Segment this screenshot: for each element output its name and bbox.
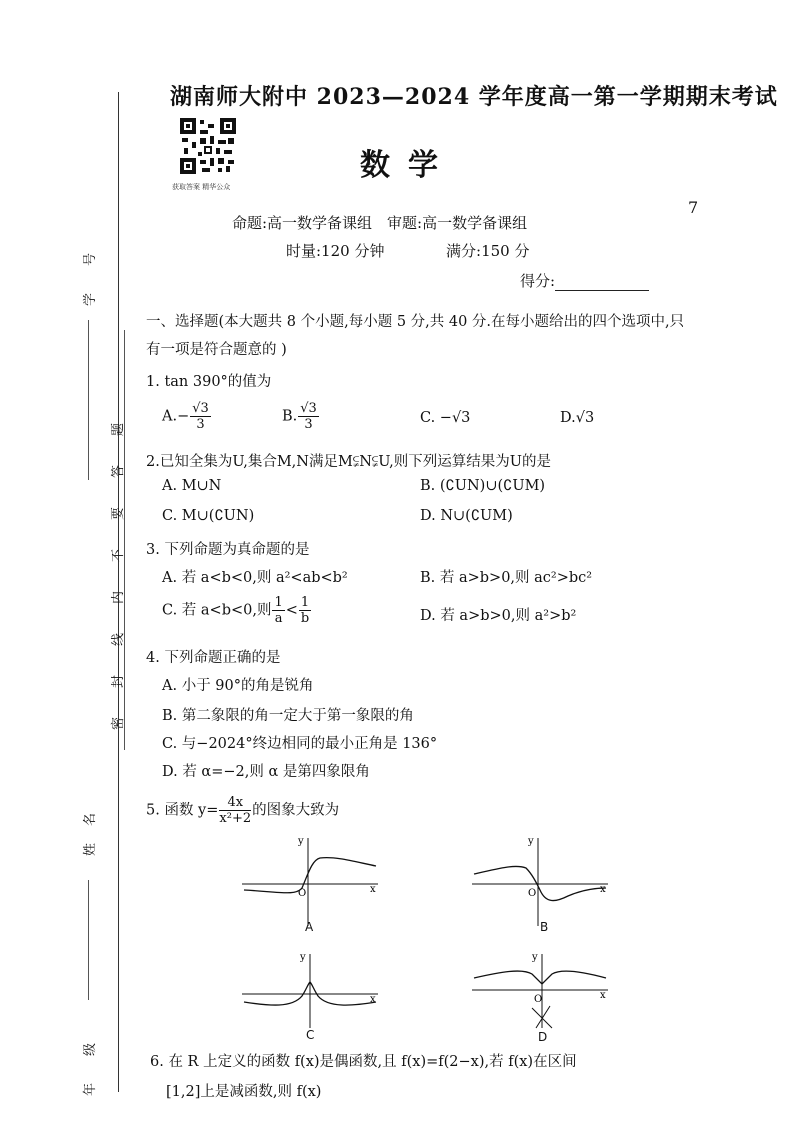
svg-text:y: y [528,836,534,847]
q3-option-c: C. 若 a<b<0,则 $\frac{1}{a}$ < $\frac{1}{b}$ [162,595,310,626]
margin-char: 封 [111,674,127,689]
q3-option-a: A. 若 a<b<0,则 a²<ab<b² [162,570,348,586]
student-label: 学 [83,292,99,307]
student-label: 号 [83,252,99,267]
score-blank[interactable] [555,276,649,291]
name-fill-line [88,880,89,1000]
q1-option-b: B. $\frac{√3}{3}$ [282,401,317,432]
margin-char: 线 [111,632,127,647]
q4-option-d: D. 若 α=−2,则 α 是第四象限角 [162,764,370,780]
q2-option-b: B. (∁UN)∪(∁UM) [420,478,546,494]
margin-char: 密 [111,716,127,731]
x-axis-label: x [370,884,376,895]
q5-label-a: A [305,920,314,934]
q4-stem: 4. 下列命题正确的是 [146,650,281,666]
full-score: 满分:150 分 [446,242,530,260]
section-heading: 一、选择题(本大题共 8 个小题,每小题 5 分,共 40 分.在每小题给出的四个选项中,只有一项是符合题意的 ) [146,314,685,358]
margin-char: 不 [111,548,127,563]
q4-option-c: C. 与−2024°终边相同的最小正角是 136° [162,736,438,752]
svg-text:y: y [532,952,538,963]
q3-stem: 3. 下列命题为真命题的是 [146,542,310,558]
q4-option-b: B. 第二象限的角一定大于第一象限的角 [162,708,414,724]
q1-option-c: C. −√3 [420,410,471,426]
svg-text:y: y [300,952,306,963]
q2-option-c: C. M∪(∁UN) [162,508,255,524]
origin-label: O [298,888,307,899]
margin-char: 内 [111,590,127,605]
student-label: 年 [83,1082,99,1097]
svg-text:x: x [370,994,376,1005]
svg-text:x: x [600,990,606,1001]
subject-title: 数学 [360,148,456,183]
q2-option-a: A. M∪N [162,478,222,494]
q5-graph-a [240,830,385,930]
score-field[interactable] [520,270,649,291]
q1-stem: 1. tan 390°的值为 [146,374,272,390]
qr-caption: 获取答案 精华公众 [172,183,231,191]
exam-title: 湖南师大附中 2023—2024 学年度高一第一学期期末考试 [170,84,778,110]
qr-code-icon [180,118,236,174]
margin-char: 题 [111,422,127,437]
time-score-line [286,240,529,261]
q5-label-d: D [538,1030,548,1044]
student-label: 名 [83,812,99,827]
q2-stem: 2.已知全集为U,集合M,N满足M⫋N⫋U,则下列运算结果为U的是 [146,454,551,470]
margin-char: 要 [111,506,127,521]
exam-time: 时量:120 分钟 [286,242,385,260]
q1-option-d: D.√3 [560,410,595,426]
q5-graph-d [470,950,615,1030]
q3-option-b: B. 若 a>b>0,则 ac²>bc² [420,570,593,586]
setters-line: 命题:高一数学备课组 审题:高一数学备课组 [232,214,528,232]
svg-text:O: O [528,888,537,899]
q2-option-d: D. N∪(∁UM) [420,508,513,524]
student-label: 级 [83,1042,99,1057]
y-axis-label: y [298,836,304,847]
q3-option-d: D. 若 a>b>0,则 a²>b² [420,608,577,624]
q6-stem-line2: [1,2]上是减函数,则 f(x) [166,1084,322,1100]
page-number: 7 [688,198,699,217]
svg-text:O: O [534,994,543,1005]
q5-label-c: C [306,1028,315,1042]
margin-char: 答 [111,464,127,479]
q5-label-b: B [540,920,549,934]
student-label: 姓 [83,842,99,857]
q5-stem: 5. 函数 y= $\frac{4x}{\text{x²+2}}$ 的图象大致为 [146,795,340,826]
id-fill-line [88,320,89,480]
q6-stem-line1: 6. 在 R 上定义的函数 f(x)是偶函数,且 f(x)=f(2−x),若 f(x)在区间 [150,1054,577,1070]
q4-option-a: A. 小于 90°的角是锐角 [162,678,314,694]
q5-graph-b [470,830,615,930]
score-label: 得分: [520,272,556,290]
q1-option-a: A.− $\frac{√3}{3}$ [162,401,209,432]
svg-text:x: x [600,884,606,895]
q5-graph-c [240,950,385,1030]
